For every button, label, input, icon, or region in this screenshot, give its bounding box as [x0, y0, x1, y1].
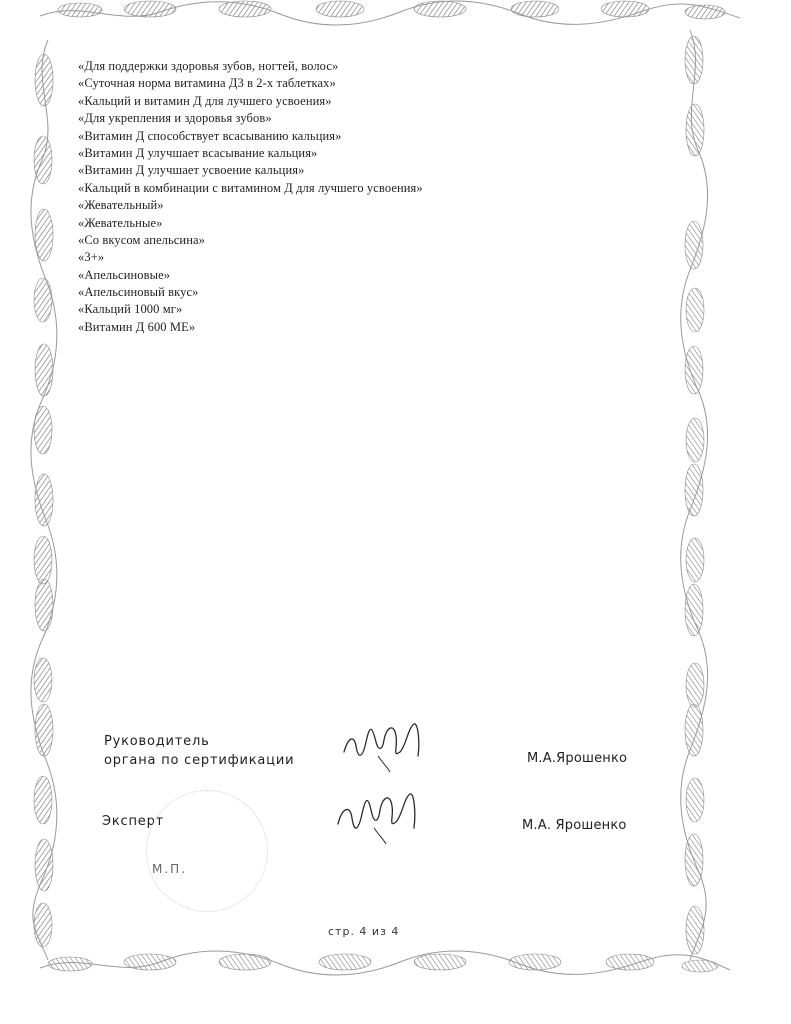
head-label-line2: органа по сертификации	[104, 753, 295, 768]
stamp-label: М.П.	[152, 862, 188, 876]
head-label	[104, 732, 294, 770]
claim-item: «Суточная норма витамина Д3 в 2-х таблетках»	[78, 76, 336, 91]
claim-item: «Жевательные»	[78, 215, 163, 230]
claim-item: «3+»	[78, 250, 105, 265]
expert-name: М.А. Ярошенко	[522, 818, 627, 833]
expert-label: Эксперт	[102, 814, 164, 829]
page-number: стр. 4 из 4	[328, 925, 400, 938]
claim-item: «Апельсиновые»	[78, 267, 171, 282]
head-signature	[338, 712, 428, 774]
claim-item: «Апельсиновый вкус»	[78, 285, 199, 300]
stamp-ring	[146, 790, 268, 912]
expert-signature	[330, 780, 425, 846]
claim-item: «Для поддержки здоровья зубов, ногтей, волос»	[78, 59, 339, 73]
claim-item: «Витамин Д улучшает всасывание кальция»	[78, 145, 318, 160]
claim-item: «Кальций 1000 мг»	[78, 302, 183, 317]
claim-item: «Для укрепления и здоровья зубов»	[78, 111, 272, 126]
claim-item: «Витамин Д способствует всасыванию кальция»	[78, 128, 342, 143]
claim-item: «Кальций в комбинации с витамином Д для лучшего усвоения»	[78, 180, 423, 195]
claims-list	[78, 58, 598, 336]
claim-item: «Витамин Д 600 МЕ»	[78, 319, 196, 334]
claim-item: «Жевательный»	[78, 198, 164, 213]
head-name: М.А.Ярошенко	[527, 751, 628, 766]
claim-item: «Со вкусом апельсина»	[78, 232, 205, 247]
claim-item: «Кальций и витамин Д для лучшего усвоения»	[78, 93, 332, 108]
claim-item: «Витамин Д улучшает усвоение кальция»	[78, 163, 305, 178]
head-label-line1: Руководитель	[104, 734, 210, 749]
